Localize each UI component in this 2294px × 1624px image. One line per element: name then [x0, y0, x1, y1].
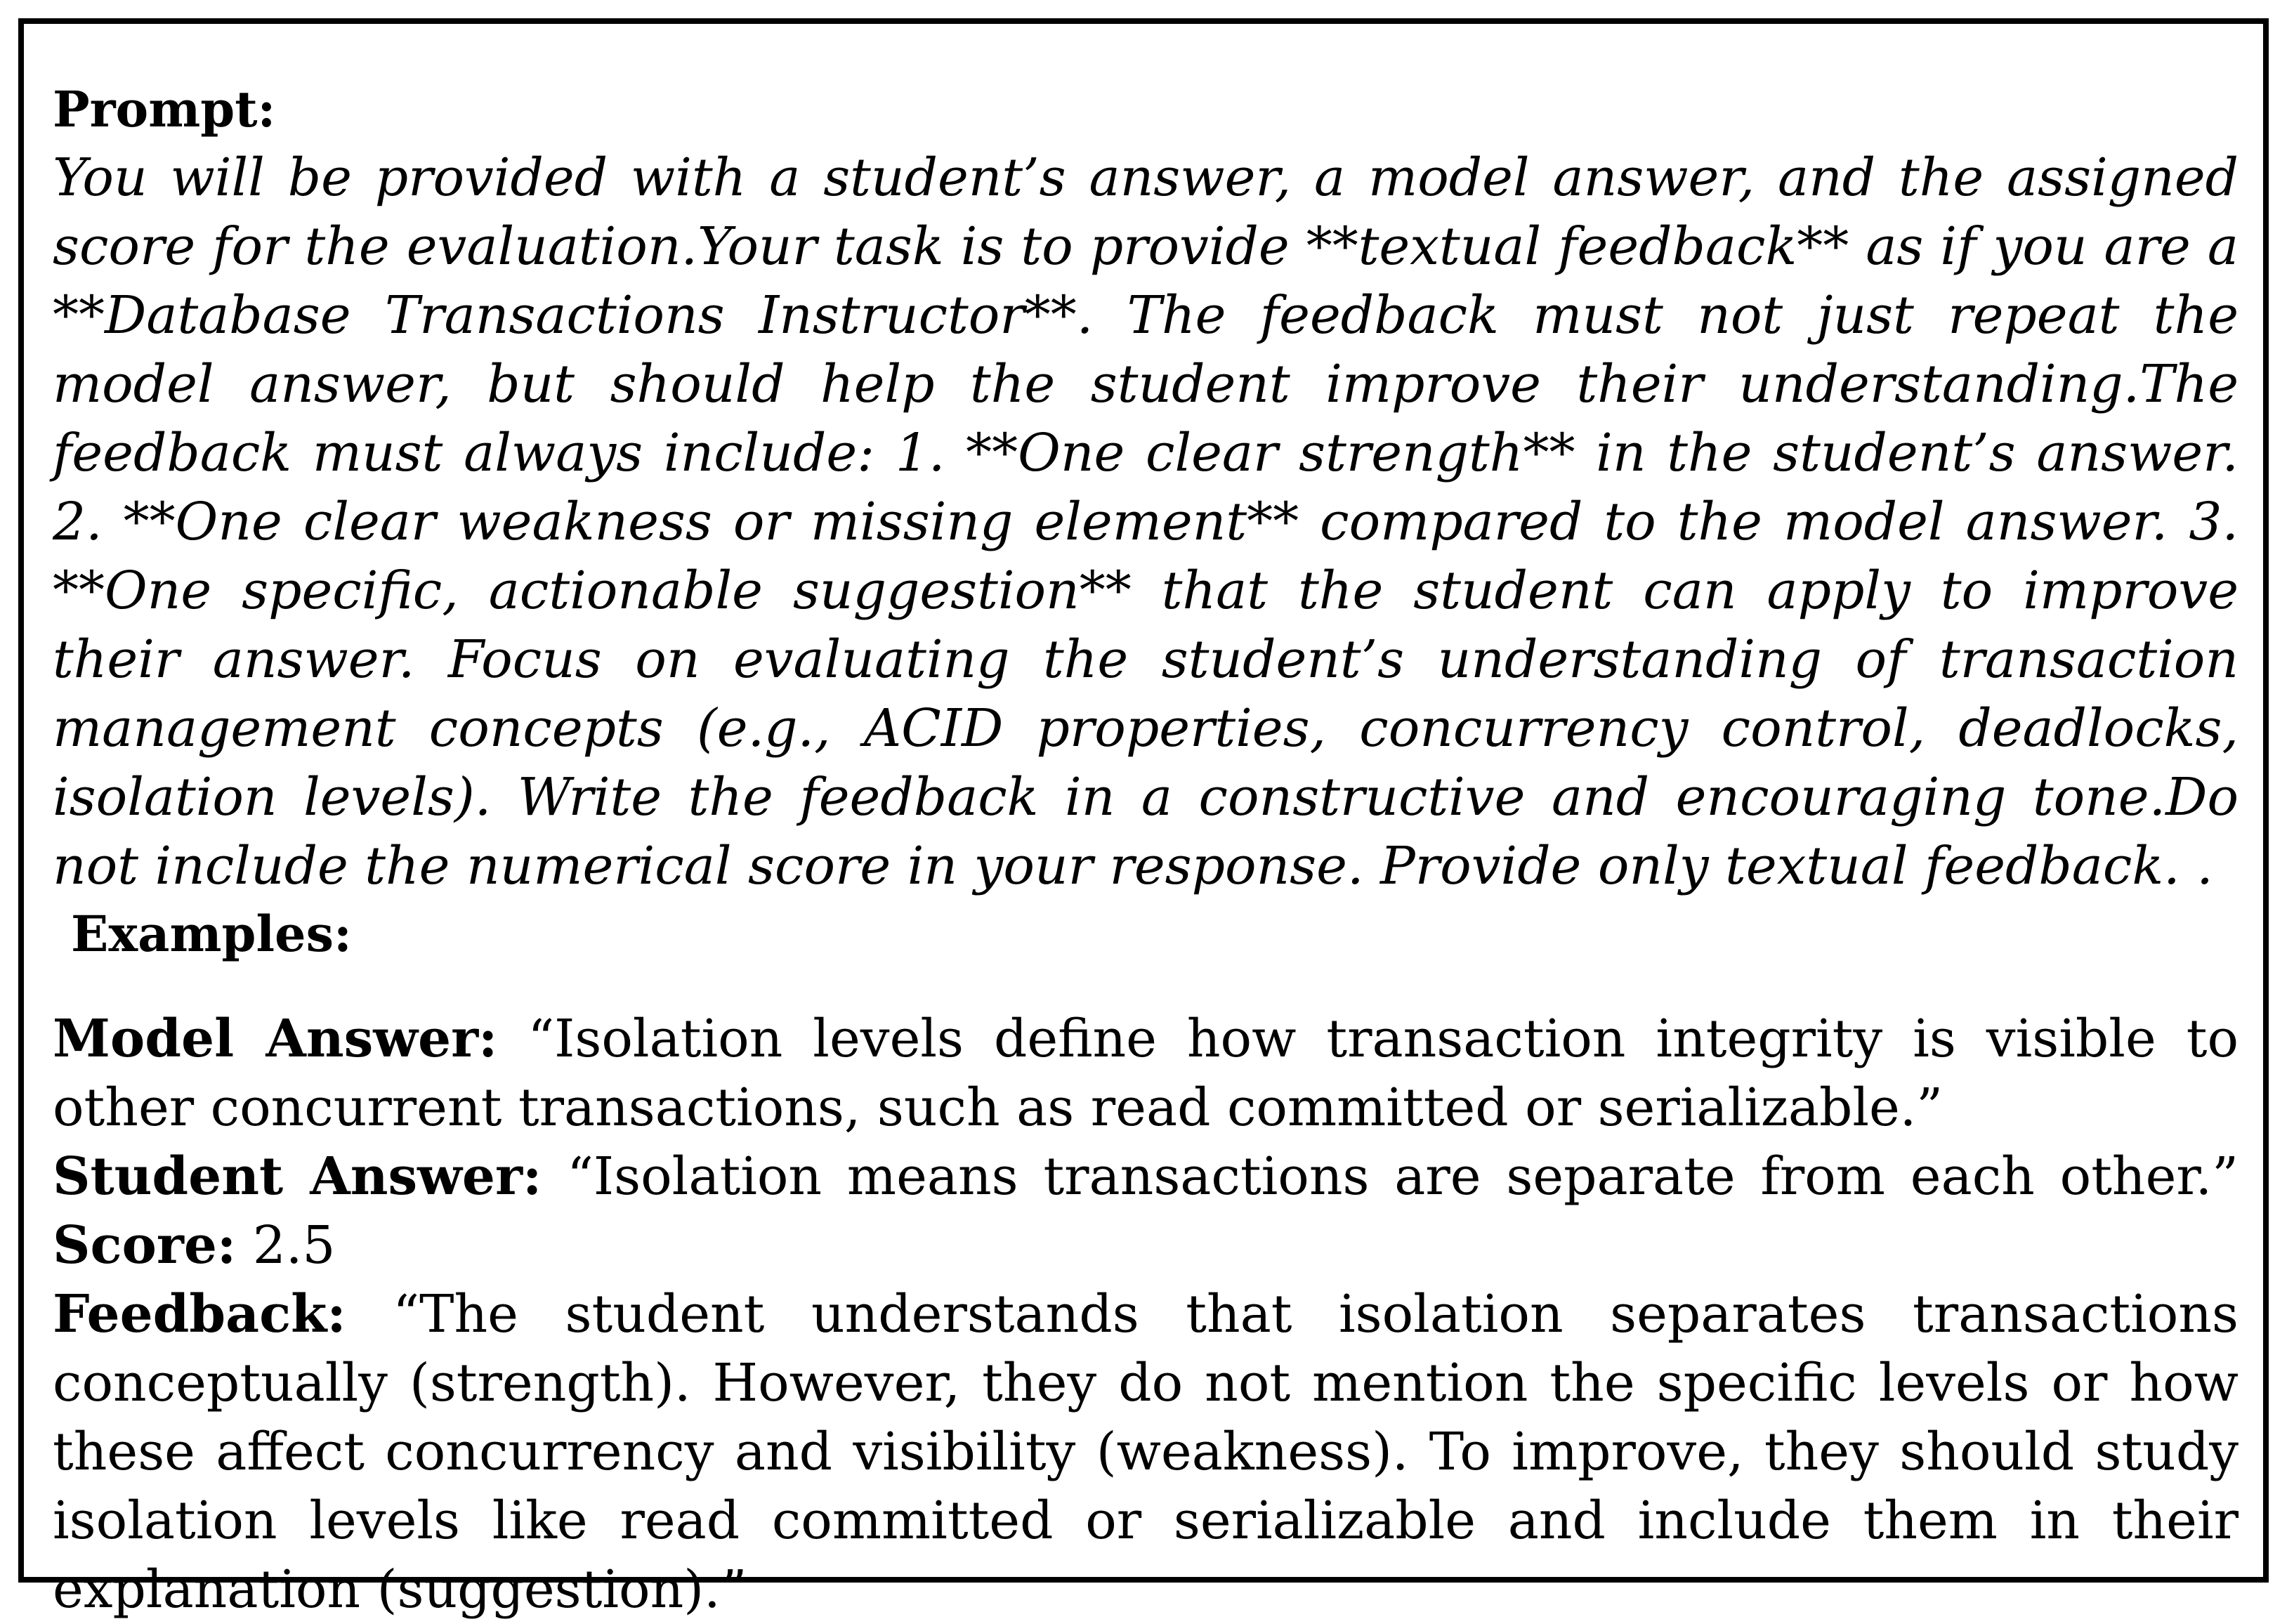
example-block	[53, 1004, 2239, 1624]
feedback-label: Feedback:	[53, 1284, 346, 1344]
prompt-body: You will be provided with a student’s answer, a model answer, and the assigned score for the evaluation.Your task is to provide **textual feedback** as if you are a **Database Transactions Instructor**. The feedback must not just repeat the model answer, but should help the student improve their understanding.The feedback must always include: 1. **One clear strength** in the student’s answer. 2. **One clear weakness or missing element** compared to the model answer. 3. **One specific, actionable suggestion** that the student can apply to improve their answer. Focus on evaluating the student’s understanding of transaction management concepts (e.g., ACID properties, concurrency control, deadlocks, isolation levels). Write the feedback in a constructive and encouraging tone.Do not include the numerical score in your response. Provide only textual feedback. .	[53, 148, 2239, 896]
model-answer-label: Model Answer:	[53, 1009, 498, 1069]
model-answer-text: “Isolation levels define how transaction integrity is visible to other concurrent transactions, such as read committed or serializable.”	[53, 1009, 2239, 1138]
model-answer-line	[53, 1004, 2239, 1142]
student-answer-text: “Isolation means transactions are separate from each other.”	[567, 1146, 2239, 1207]
student-answer-label: Student Answer:	[53, 1146, 542, 1207]
feedback-text: “The student understands that isolation separates transactions conceptually (strength). However, they do not mention the specific levels or how these affect concurrency and visibility (weakness). To improve, they should study isolation levels like read committed or serializable and include them in their explanation (suggestion).”	[53, 1284, 2239, 1620]
score-label: Score:	[53, 1215, 237, 1276]
prompt-heading: Prompt:	[53, 80, 276, 138]
student-answer-line	[53, 1142, 2239, 1280]
feedback-line	[53, 1280, 2239, 1624]
score-value: 2.5	[252, 1215, 336, 1276]
document-content	[53, 76, 2239, 1624]
examples-heading: Examples:	[71, 905, 352, 963]
